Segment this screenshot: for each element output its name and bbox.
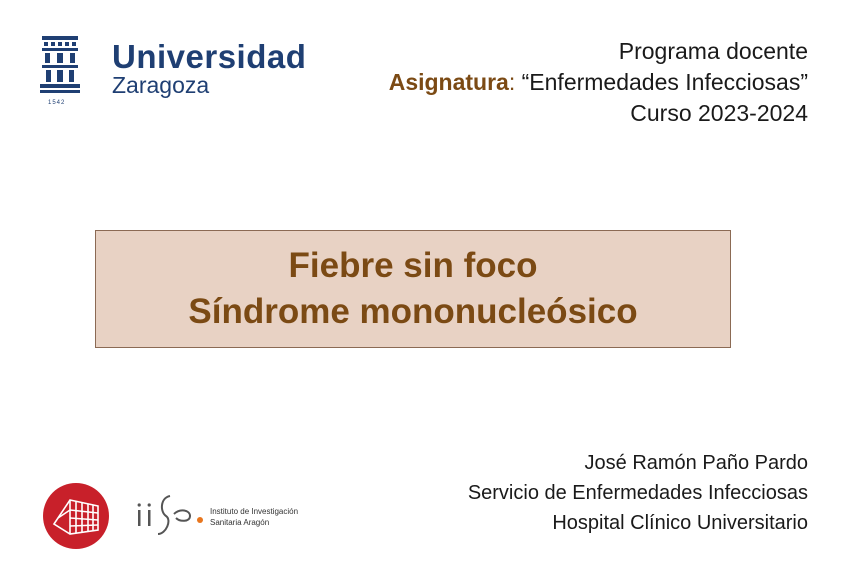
university-name: Universidad [112, 38, 307, 75]
subject-label: Asignatura [388, 69, 509, 95]
university-city: Zaragoza [112, 72, 210, 98]
course-header [389, 36, 808, 129]
iis-mark-icon [132, 490, 210, 540]
institute-logo [132, 490, 332, 540]
title-line-2: Síndrome mononucleósico [188, 292, 638, 331]
subject-value: “Enfermedades Infecciosas” [515, 69, 808, 95]
subject-line [389, 67, 808, 98]
institute-line-1: Instituto de Investigación [210, 507, 299, 516]
author-block [468, 448, 808, 538]
subject-separator: : [508, 69, 516, 95]
program-label: Programa docente [618, 38, 808, 64]
university-logo [40, 36, 307, 116]
author-name: José Ramón Paño Pardo [584, 452, 808, 474]
course-year: Curso 2023-2024 [630, 100, 808, 126]
title-box [95, 230, 731, 348]
university-year: 1542 [48, 100, 66, 106]
author-service: Servicio de Enfermedades Infecciosas [467, 482, 808, 504]
institute-name [210, 506, 298, 528]
author-hospital: Hospital Clínico Universitario [552, 512, 808, 534]
title-line-1: Fiebre sin foco [288, 246, 538, 285]
institute-line-2: Sanitaria Aragón [210, 518, 270, 527]
hospital-logo-icon [40, 480, 112, 552]
